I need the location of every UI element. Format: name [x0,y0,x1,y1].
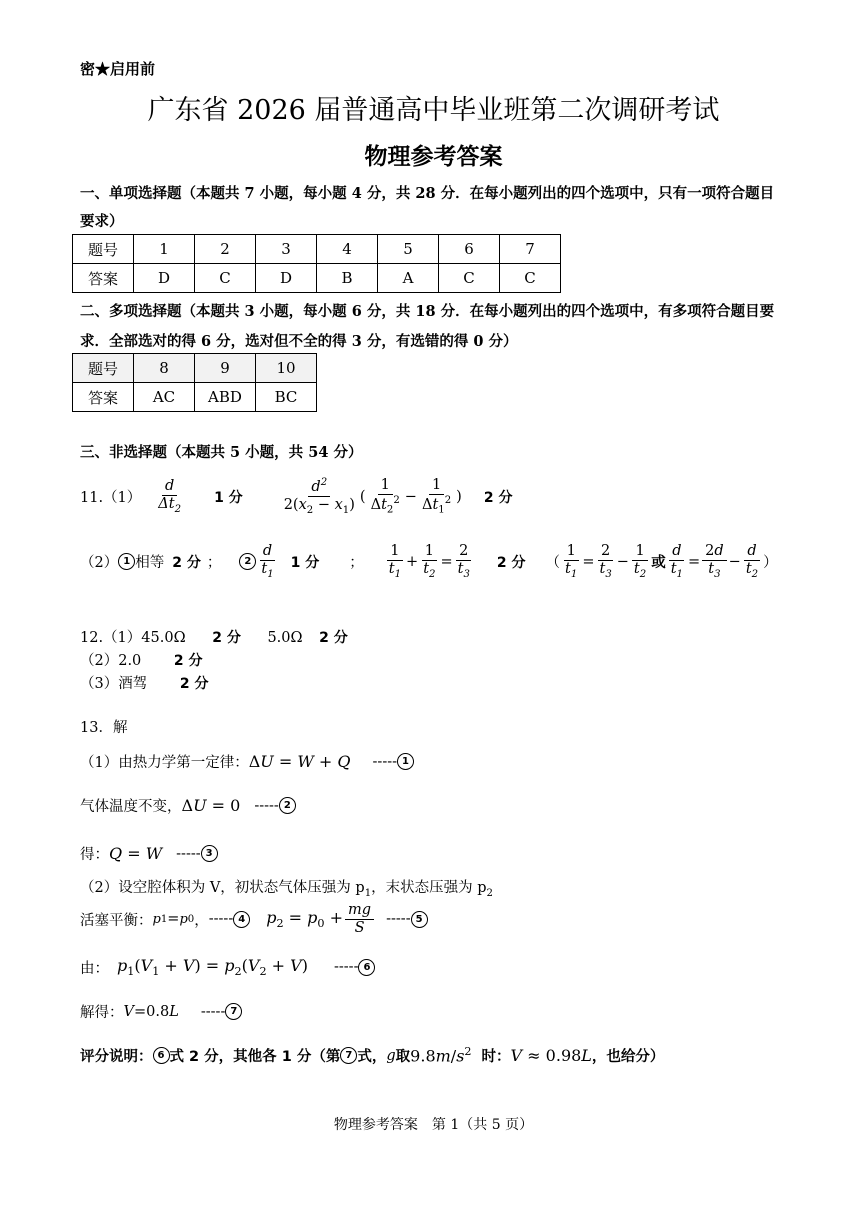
table-cell: 2 [195,235,256,264]
separator: ； [349,555,364,572]
table-cell: 9 [195,354,256,383]
table-cell: 7 [500,235,561,264]
q11-score-2: 2 分 [483,489,513,506]
table-row [73,383,317,412]
scoring-text3: 取 [395,1049,411,1065]
section2-heading: 二、多项选择题（本题共 3 小题，每小题 6 分，共 18 分．在每小题列出的四个选项中，有多项符合题目要 [80,303,775,320]
section3-heading: 三、非选择题（本题共 5 小题，共 54 分） [80,444,363,461]
q11-part2-label: （2） [80,555,119,572]
formula-alt-2-over-t3: $\frac{2}{t_3}$ [599,543,612,580]
table-cell: C [500,264,561,293]
formula-frac-dt2: $\frac{1}{\Delta t_2^2}$ [370,477,400,516]
section2-answer-table [72,353,317,412]
circled-2-icon: 2 [239,553,256,570]
secret-label: 密★启用前 [80,60,156,78]
formula-d-over-t1-alt: $\frac{d}{t_1}$ [670,543,683,580]
table-cell: 10 [256,354,317,383]
circled-7-icon: 7 [225,1003,242,1020]
q13-line1-text: （1）由热力学第一定律： [80,755,249,771]
table-cell: 1 [134,235,195,264]
page-title: 广东省 2026 届普通高中毕业班第二次调研考试 [147,95,720,126]
dash: ----- [200,1003,226,1020]
circled-4-icon: 4 [233,911,250,928]
q11-part2c-score: 2 分 [496,554,526,571]
circled-1-icon: 1 [118,553,135,570]
dash: ----- [372,753,398,770]
q12-part3-score: 2 分 [179,676,209,692]
q11-label: 11.（1） [80,490,142,507]
q13-line4-text: （2）设空腔体积为 V，初状态气体压强为 p [80,880,365,896]
table-cell: 4 [317,235,378,264]
q12-part3-label: （3）酒驾 [80,676,148,692]
q13-line3: 得： Q = W ----- 3 [80,843,218,864]
circled-6-icon: 6 [153,1047,170,1064]
table-cell: C [439,264,500,293]
circled-6-icon: 6 [358,959,375,976]
scoring-text2: 式， [357,1049,387,1065]
q13-line6: 由： $p_1(V_1 + V) = p_2(V_2 + V)$ ----- 6 [80,956,375,978]
table-cell: 题号 [73,354,134,383]
q13-line4-text2: ，末状态压强为 p [371,880,487,896]
separator: ； [206,555,222,572]
q12-part1-value2: 5.0Ω [267,630,303,646]
formula-2-over-t3: $\frac{2}{t_3}$ [457,543,470,580]
formula-2d-over-t3: $\frac{2d}{t_3}$ [702,543,727,580]
dash: ----- [386,911,411,928]
table-row [73,354,317,383]
formula-d-over-t2: $\frac{d}{t_2}$ [745,543,759,580]
dash: ----- [333,959,359,976]
q13-line5: 活塞平衡： p 1 = p 0 ， ----- 4 $p_2 = p_0$ + $\frac{mg}{S}$ ----- 5 [80,902,428,936]
q12-part2-label: （2）2.0 [80,653,142,669]
table-cell: B [317,264,378,293]
table-cell: AC [134,383,195,412]
scoring-text1: 式 2 分，其他各 1 分（第 [169,1049,341,1065]
dash: ----- [254,797,279,814]
section1-heading: 一、单项选择题（本题共 7 小题，每小题 4 分，共 28 分．在每小题列出的四个选项中，只有一项符合题目 [80,185,775,202]
q12-part1-score2: 2 分 [319,630,348,646]
formula-frac-dt1: $\frac{1}{\Delta t_1^2}$ [421,477,452,516]
or-text: 或 [651,554,666,572]
scoring-label: 评分说明： [80,1049,153,1065]
q13-line5-text: 活塞平衡： [80,912,153,929]
q13-line7-text: 解得： [80,1005,124,1021]
formula-mg-over-s: $\frac{mg}{S}$ [345,902,374,936]
q13-line6-text: 由： [80,960,109,977]
dash: ----- [176,845,201,862]
circled-2-icon: 2 [279,797,296,814]
circled-5-icon: 5 [411,911,428,928]
table-cell: 8 [134,354,195,383]
scoring-note: 评分说明： 6 式 2 分，其他各 1 分（第 7 式， g 取 $9.8m/s^2$ 时： V ≈ 0.98L ，也给分） [80,1045,665,1066]
formula-d-over-t1: $\frac{d}{t_1}$ [261,543,274,580]
section2-heading-cont: 求．全部选对的得 6 分，选对但不全的得 3 分，有选错的得 0 分） [80,333,518,350]
table-cell: D [256,264,317,293]
formula-1-over-t2: $\frac{1}{t_2}$ [423,543,436,580]
table-cell: 5 [378,235,439,264]
q13-line4: （2）设空腔体积为 V，初状态气体压强为 $p_1$，末状态压强为 $p_2$ [80,880,493,899]
q11-part2: （2） 1 相等 2 分 ； 2 $\frac{d}{t_1}$ 1 分 ； $\frac{1}{t_1}$ + $\frac{1}{t_2}$ = $\frac{2}{t_3}$ 2 分 （ $\frac{1}{t_1}$ = $\frac{2}{t_3}$ − $\frac{1}{t_2}$ 或 $\frac{d}{t_1}$ = $\frac{2d}{t_3}$ − $\frac{d}{t_2}$ ） [80,543,778,580]
table-cell: 题号 [73,235,134,264]
q11-part2-score: 2 分 [172,554,201,571]
table-cell: 答案 [73,383,134,412]
scoring-text4: 时： [481,1049,511,1065]
table-row [73,264,561,293]
q13-line3-text: 得： [80,847,109,863]
table-cell: A [378,264,439,293]
table-cell: ABD [195,383,256,412]
q13-line2: 气体温度不变， ΔU = 0 ----- 2 [80,795,296,816]
table-cell: C [195,264,256,293]
scoring-text5: ，也给分） [591,1049,665,1065]
page-subtitle: 物理参考答案 [364,143,503,170]
table-cell: 答案 [73,264,134,293]
table-cell: 6 [439,235,500,264]
q13-line2-text: 气体温度不变， [80,799,182,815]
dash: ----- [208,911,234,928]
table-cell: BC [256,383,317,412]
q12-part3 [80,672,208,693]
q12-part1-label: 12.（1）45.0Ω [80,630,186,646]
q13-line7: 解得： V =0.8 L ----- 7 [80,1001,242,1022]
formula-1-over-t1: $\frac{1}{t_1}$ [388,543,402,580]
q12-part2 [80,649,203,670]
formula-alt-1-over-t1: $\frac{1}{t_1}$ [565,543,578,580]
q12-part1-score1: 2 分 [212,630,241,646]
circled-1-icon: 1 [397,753,414,770]
section1-heading-cont: 要求） [80,213,124,230]
q11-score-1: 1 分 [214,489,243,506]
circled-7-icon: 7 [340,1047,357,1064]
q12-part2-score: 2 分 [173,653,203,669]
q11-part2b-score: 1 分 [290,554,320,571]
page-footer: 物理参考答案 第 1（共 5 页） [333,1117,534,1133]
q11-part2-text: 相等 [135,555,165,572]
table-cell: D [134,264,195,293]
section1-answer-table [72,234,561,293]
table-cell: 3 [256,235,317,264]
q13-line1: （1）由热力学第一定律： ΔU = W + Q ----- 1 [80,751,414,772]
formula-d-over-dt2: $\frac{d}{\Delta t_2}$ [158,477,182,515]
formula-alt-1-over-t2: $\frac{1}{t_2}$ [633,543,647,580]
table-row [73,235,561,264]
q12-part1 [80,626,348,647]
formula-acceleration: $\frac{d^2}{2(x_2 - x_1)}$ [283,477,355,516]
q11-part1: 11.（1） $\frac{d}{\Delta t_2}$ 1 分 $\frac{d^2}{2(x_2 - x_1)}$ ( $\frac{1}{\Delta t_2^2}$ − $\frac{1}{\Delta t_1^2}$ ) 2 分 [80,477,513,516]
q13-label: 13．解 [80,720,128,736]
circled-3-icon: 3 [201,845,218,862]
